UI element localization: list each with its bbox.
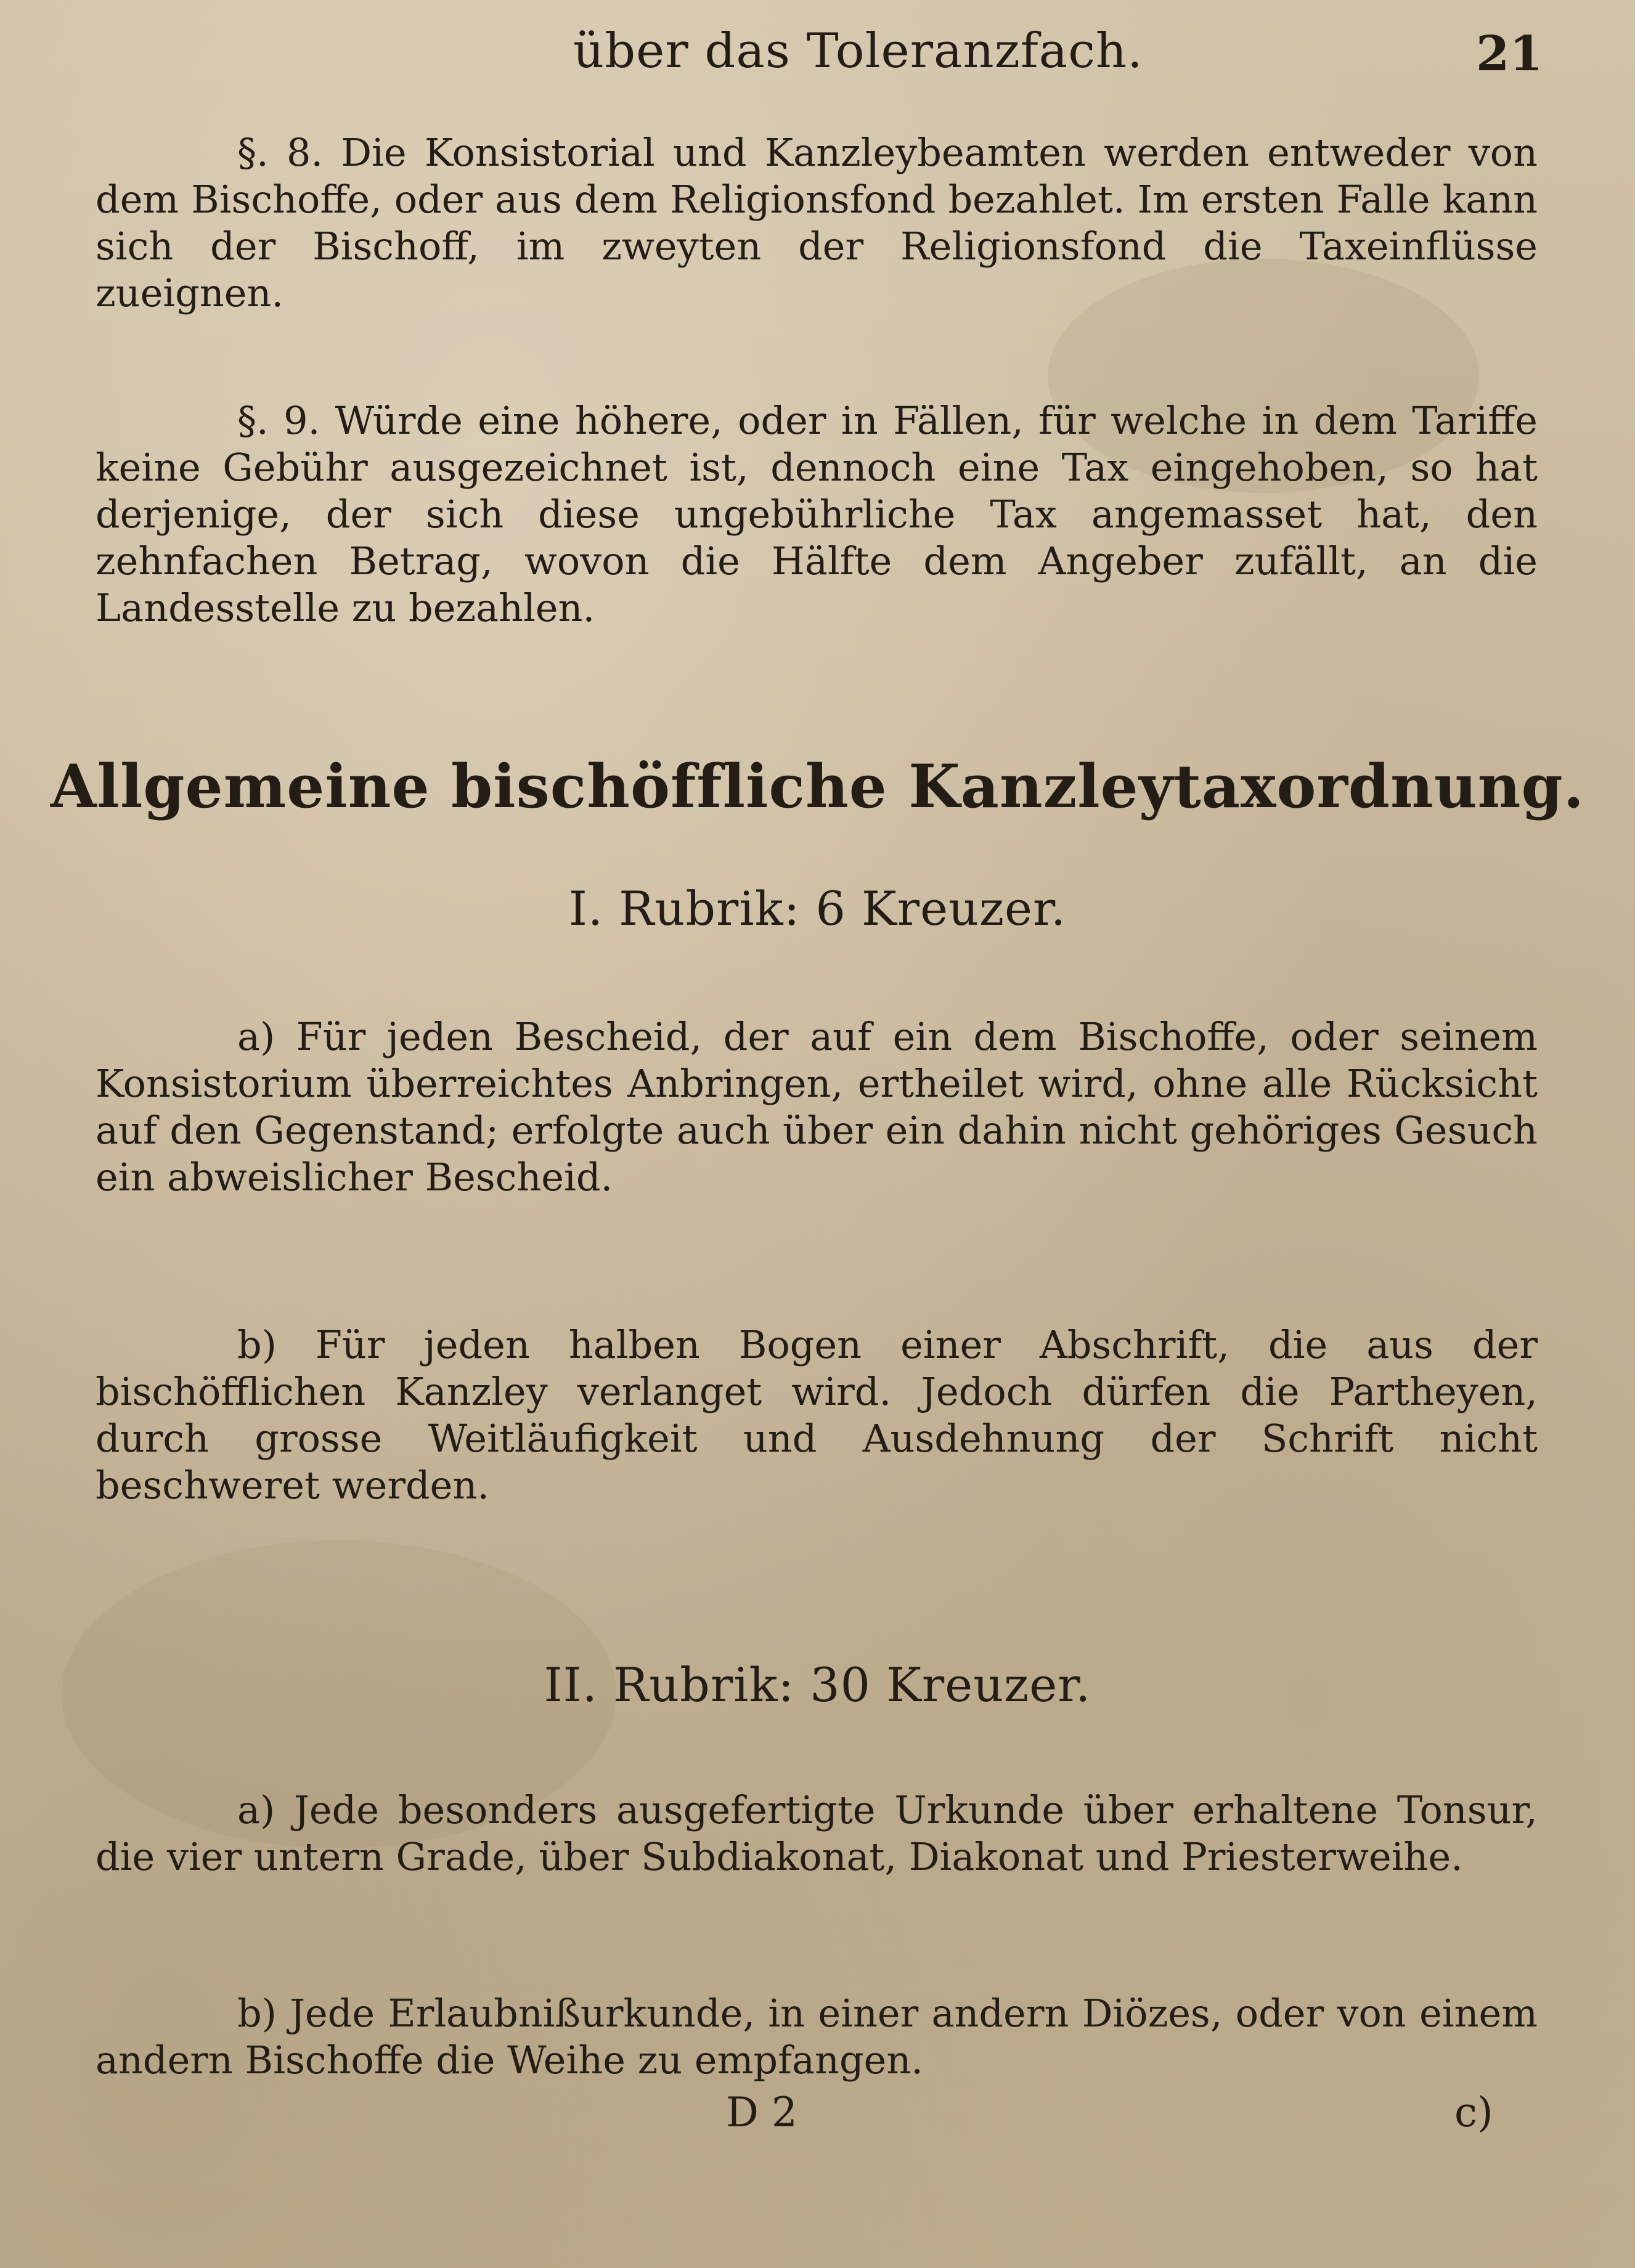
rubric-2-heading: II. Rubrik: 30 Kreuzer. bbox=[544, 1657, 1091, 1712]
printer-signature: D 2 bbox=[726, 2089, 797, 2136]
rubric-2-item-a: a) Jede besonders ausgefertigte Urkunde über erhaltene Tonsur, die vier untern Grade, über Subdiakonat, Diakonat und Priesterweihe. bbox=[96, 1787, 1538, 1879]
rubric-2-item-b: b) Jede Erlaubnißurkunde, in einer andern Diözes, oder von einem andern Bischoffe die Weihe zu empfangen. bbox=[96, 1991, 1538, 2083]
rubric-1-item-a: a) Für jeden Bescheid, der auf ein dem Bischoffe, oder seinem Konsistorium überreichtes Anbringen, ertheilet wird, ohne alle Rücksicht auf den Gegenstand; erfolgte auch über ein dahin nicht gehöriges Gesuch ein abweislicher Bescheid. bbox=[96, 1014, 1538, 1200]
section-9-paragraph: §. 9. Würde eine höhere, oder in Fällen, für welche in dem Tariffe keine Gebühr ausgezeichnet ist, dennoch eine Tax eingehoben, so hat derjenige, der sich diese ungebührliche Tax angemasset hat, den zehnfachen Betrag, wovon die Hälfte dem Angeber zufällt, an die Landesstelle zu bezahlen. bbox=[96, 398, 1538, 630]
page-number: 21 bbox=[1476, 26, 1543, 82]
running-head: über das Toleranzfach. bbox=[573, 23, 1143, 79]
rubric-1-item-b: b) Für jeden halben Bogen einer Abschrift, die aus der bischöfflichen Kanzley verlanget wird. Jedoch dürfen die Partheyen, durch grosse Weitläufigkeit und Ausdehnung der Schrift nicht beschweret werden. bbox=[96, 1322, 1538, 1508]
section-8-paragraph: §. 8. Die Konsistorial und Kanzleybeamten werden entweder von dem Bischoffe, oder aus dem Religionsfond bezahlet. Im ersten Falle kann sich der Bischoff, im zweyten der Religionsfond die Taxeinflüsse zueignen. bbox=[96, 130, 1538, 315]
catchword: c) bbox=[1454, 2089, 1493, 2136]
page-title: Allgemeine bischöffliche Kanzleytaxordnung. bbox=[51, 752, 1584, 821]
rubric-1-heading: I. Rubrik: 6 Kreuzer. bbox=[568, 881, 1067, 936]
